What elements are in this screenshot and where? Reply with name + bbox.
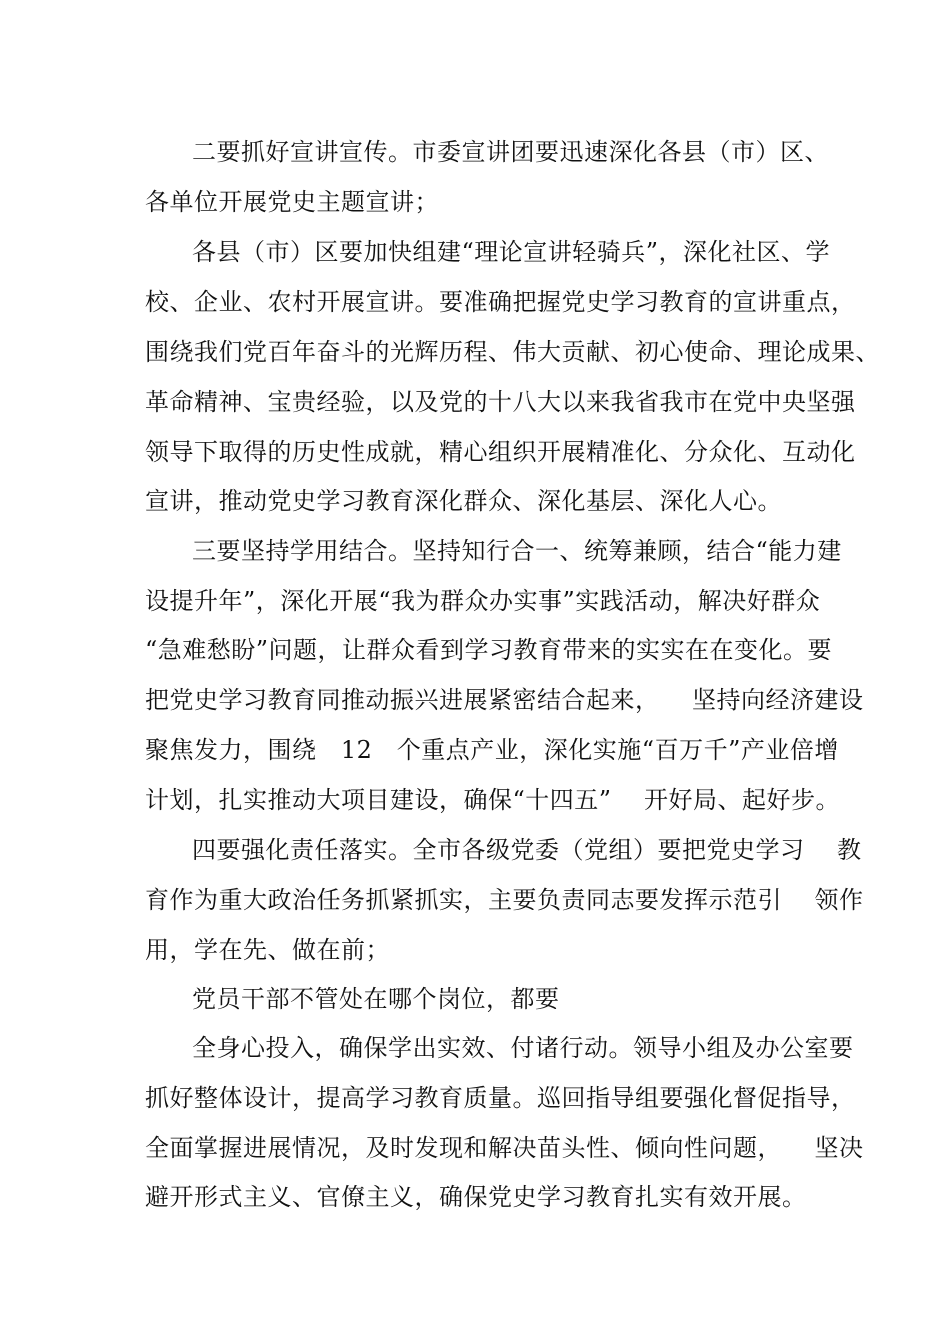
text-line: 育作为重大政治任务抓紧抓实，主要负责同志要发挥示范引 领作 xyxy=(145,886,864,914)
text-line: 抓好整体设计，提高学习教育质量。巡回指导组要强化督促指导， xyxy=(145,1084,856,1112)
text-line: 用，学在先、做在前； xyxy=(145,936,390,964)
text-line: 三要坚持学用结合。坚持知行合一、统筹兼顾，结合“能力建 xyxy=(192,537,842,565)
text-line: 围绕我们党百年奋斗的光辉历程、伟大贡献、初心使命、理论成果、 xyxy=(145,338,880,366)
text-line: “急难愁盼”问题，让群众看到学习教育带来的实实在在变化。要 xyxy=(145,636,833,664)
text-line: 避开形式主义、官僚主义，确保党史学习教育扎实有效开展。 xyxy=(145,1183,807,1211)
text-line: 领导下取得的历史性成就，精心组织开展精准化、分众化、互动化 xyxy=(145,438,856,466)
text-line: 把党史学习教育同推动振兴进展紧密结合起来， 坚持向经济建设 xyxy=(145,686,864,714)
text-line: 聚焦发力，围绕 12 个重点产业，深化实施“百万千”产业倍增 xyxy=(145,736,839,764)
text-line: 革命精神、宝贵经验，以及党的十八大以来我省我市在党中央坚强 xyxy=(145,388,856,416)
text-line: 各县（市）区要加快组建“理论宣讲轻骑兵”，深化社区、学 xyxy=(192,238,831,266)
text-line: 宣讲，推动党史学习教育深化群众、深化基层、深化人心。 xyxy=(145,487,782,515)
text-line: 各单位开展党史主题宣讲； xyxy=(145,188,439,216)
text-line: 全身心投入，确保学出实效、付诸行动。领导小组及办公室要 xyxy=(192,1034,854,1062)
text-line: 全面掌握进展情况，及时发现和解决苗头性、倾向性问题， 坚决 xyxy=(145,1134,864,1162)
text-line: 四要强化责任落实。全市各级党委（党组）要把党史学习 教 xyxy=(192,836,862,864)
text-line: 二要抓好宣讲宣传。市委宣讲团要迅速深化各县（市）区、 xyxy=(192,138,829,166)
text-line: 校、企业、农村开展宣讲。要准确把握党史学习教育的宣讲重点， xyxy=(145,288,856,316)
text-line: 计划，扎实推动大项目建设，确保“十四五” 开好局、起好步。 xyxy=(145,786,841,814)
text-line: 党员干部不管处在哪个岗位，都要 xyxy=(192,985,560,1013)
text-line: 设提升年”，深化开展“我为群众办实事”实践活动，解决好群众 xyxy=(145,587,821,615)
